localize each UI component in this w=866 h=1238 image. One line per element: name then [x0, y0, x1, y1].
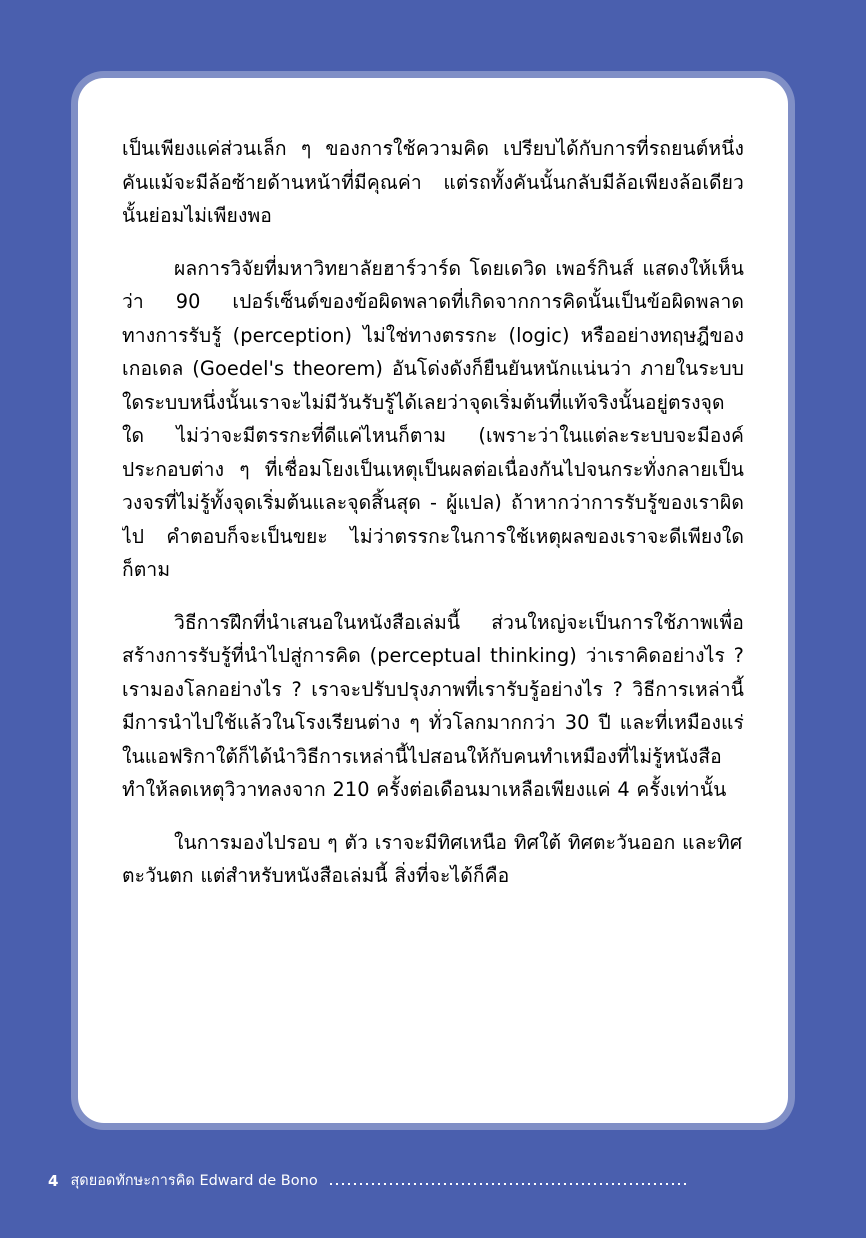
- paragraph-1: เป็นเพียงแค่ส่วนเล็ก ๆ ของการใช้ความคิด เปรียบได้กับการที่รถยนต์หนึ่งคันแม้จะมีล้อซ้ายด้านหน้าที่มีคุณค่า แต่รถทั้งคันนั้นกลับมีล้อเพียงล้อเดียวนั้นย่อมไม่เพียงพอ: [122, 137, 744, 227]
- paragraph-spacer: [122, 807, 744, 826]
- page-footer: [0, 1170, 866, 1192]
- page-text-body: [122, 132, 744, 1092]
- footer-book-title: สุดยอดทักษะการคิด Edward de Bono: [70, 1172, 318, 1189]
- paragraph-2: ผลการวิจัยที่มหาวิทยาลัยฮาร์วาร์ด โดยเดวิด เพอร์กินส์ แสดงให้เห็นว่า 90 เปอร์เซ็นต์ของข้อผิดพลาดที่เกิดจากการคิดนั้นเป็นข้อผิดพลาดทางการรับรู้ (perception) ไม่ใช่ทางตรรกะ (logic) หรืออย่างทฤษฎีของเกอเดล (Goedel's theorem) อันโด่งดังก็ยืนยันหนักแน่นว่า ภายในระบบใดระบบหนึ่งนั้นเราจะไม่มีวันรับรู้ได้เลยว่าจุดเริ่มต้นที่แท้จริงนั้นอยู่ตรงจุดใด ไม่ว่าจะมีตรรกะที่ดีแค่ไหนก็ตาม (เพราะว่าในแต่ละระบบจะมีองค์ประกอบต่าง ๆ ที่เชื่อมโยงเป็นเหตุเป็นผลต่อเนื่องกันไปจนกระทั่งกลายเป็นวงจรที่ไม่รู้ทั้งจุดเริ่มต้นและจุดสิ้นสุด - ผู้แปล) ถ้าหากว่าการรับรู้ของเราผิดไป คำตอบก็จะเป็นขยะ ไม่ว่าตรรกะในการใช้เหตุผลของเราจะดีเพียงใดก็ตาม: [122, 256, 744, 581]
- page-sheet: [78, 78, 788, 1123]
- footer-dotted-rule: [330, 1183, 690, 1185]
- paragraph-4: ในการมองไปรอบ ๆ ตัว เราจะมีทิศเหนือ ทิศใต้ ทิศตะวันออก และทิศตะวันตก แต่สำหรับหนังสือเล่มนี้ สิ่งที่จะได้ก็คือ: [122, 830, 743, 887]
- paragraph-3: วิธีการฝึกที่นำเสนอในหนังสือเล่มนี้ ส่วนใหญ่จะเป็นการใช้ภาพเพื่อสร้างการรับรู้ที่นำไปสู่การคิด (perceptual thinking) ว่าเราคิดอย่างไร ? เรามองโลกอย่างไร ? เราจะปรับปรุงภาพที่เรารับรู้อย่างไร ? วิธีการเหล่านี้มีการนำไปใช้แล้วในโรงเรียนต่าง ๆ ทั่วโลกมากกว่า 30 ปี และที่เหมืองแร่ในแอฟริกาใต้ก็ได้นำวิธีการเหล่านี้ไปสอนให้กับคนทำเหมืองที่ไม่รู้หนังสือ ทำให้ลดเหตุวิวาทลงจาก 210 ครั้งต่อเดือนมาเหลือเพียงแค่ 4 ครั้งเท่านั้น: [122, 610, 744, 801]
- footer-page-number: 4: [48, 1171, 59, 1190]
- paragraph-spacer: [122, 587, 744, 606]
- paragraph-spacer: [122, 233, 744, 252]
